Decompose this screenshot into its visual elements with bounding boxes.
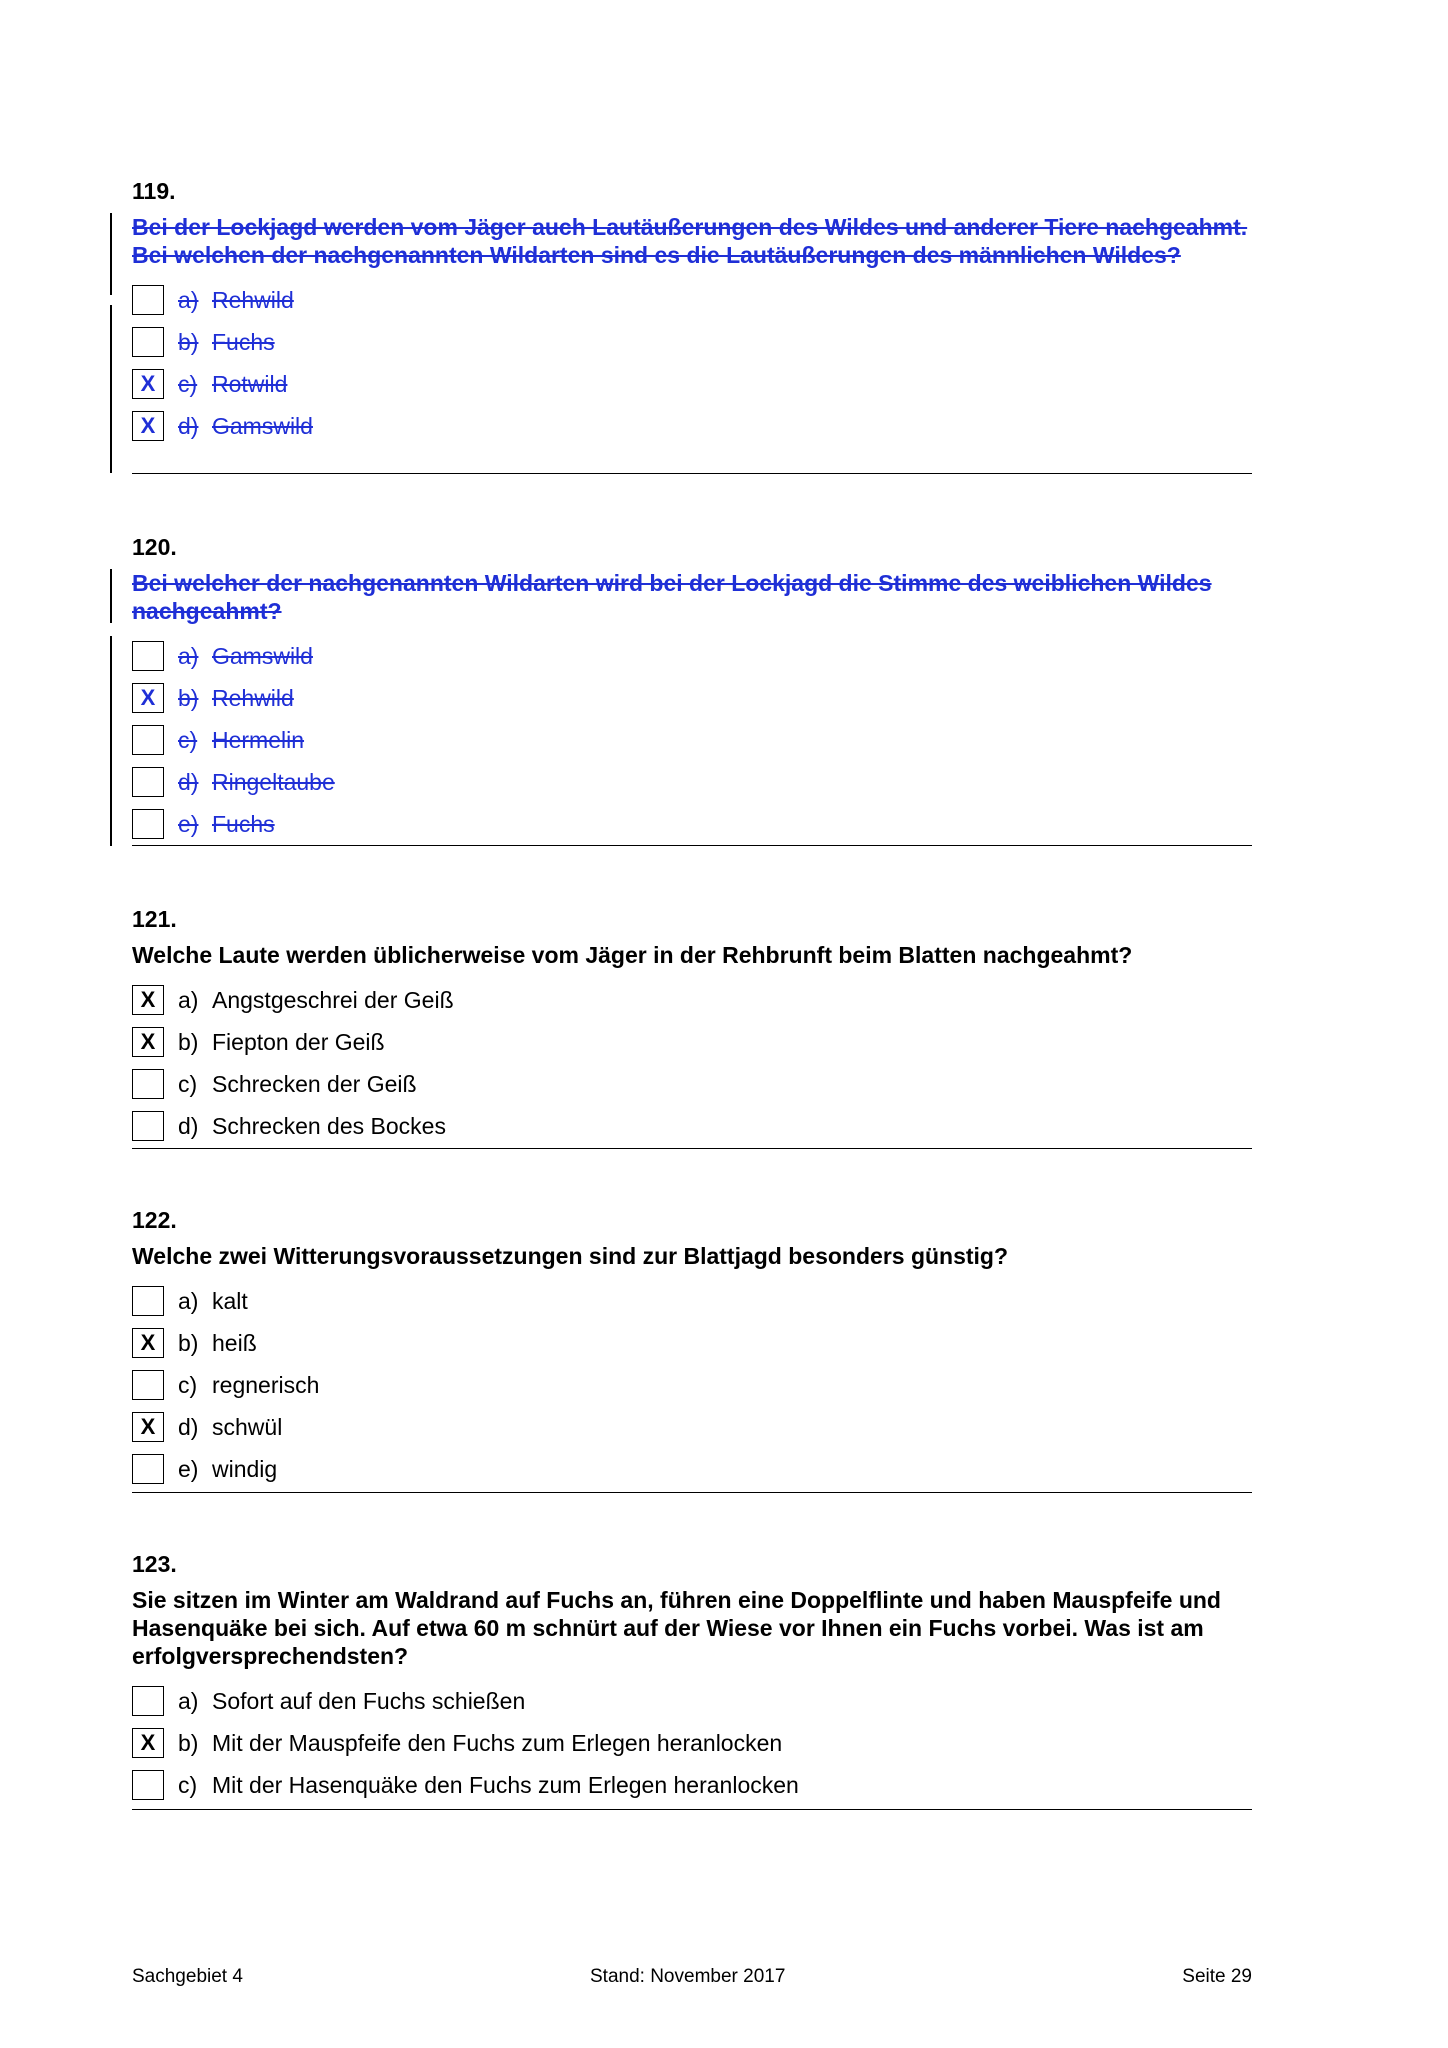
question-number: 120. — [132, 534, 177, 560]
answer-list — [132, 979, 1252, 1147]
answer-label: heiß — [212, 1329, 257, 1356]
answer-letter: b) — [178, 1729, 199, 1756]
answer-label: windig — [212, 1455, 278, 1482]
answer-checkbox[interactable] — [132, 285, 164, 315]
answer-letter: a) — [178, 986, 199, 1013]
answer-checkbox[interactable] — [132, 641, 164, 671]
answer-letter: c) — [178, 370, 198, 397]
answer-letter: b) — [178, 1329, 199, 1356]
answer-letter: d) — [178, 1413, 199, 1440]
answer-option — [132, 1364, 1252, 1406]
answer-option — [132, 1021, 1252, 1063]
answer-letter: a) — [178, 286, 199, 313]
answer-label: Gamswild — [212, 642, 313, 669]
answer-checkbox[interactable] — [132, 1370, 164, 1400]
answer-letter: b) — [178, 328, 199, 355]
answer-label: Ringeltaube — [212, 768, 335, 795]
answer-label: Mit der Hasenquäke den Fuchs zum Erlegen heranlocken — [212, 1771, 799, 1798]
answer-option — [132, 1722, 1252, 1764]
answer-letter: e) — [178, 1455, 199, 1482]
answer-checkbox[interactable] — [132, 1454, 164, 1484]
question-number: 122. — [132, 1207, 177, 1233]
answer-checkbox[interactable]: X — [132, 985, 164, 1015]
answer-option — [132, 1406, 1252, 1448]
question-text: Welche Laute werden üblicherweise vom Jäger in der Rehbrunft beim Blatten nachgeahmt? — [132, 942, 1133, 968]
question-text: Sie sitzen im Winter am Waldrand auf Fuchs an, führen eine Doppelflinte und haben Mauspfeife und Hasenquäke bei sich. Auf etwa 60 m schnürt auf der Wiese vor Ihnen ein Fuchs vorbei. Was ist am erfolgversprechendsten? — [132, 1587, 1221, 1669]
answer-list — [132, 1280, 1252, 1490]
question-divider — [132, 1809, 1252, 1810]
answer-option — [132, 635, 1252, 677]
answer-letter: c) — [178, 1070, 198, 1097]
answer-checkbox[interactable] — [132, 327, 164, 357]
answer-checkbox[interactable]: X — [132, 1328, 164, 1358]
answer-letter: a) — [178, 1687, 199, 1714]
answer-checkbox[interactable] — [132, 725, 164, 755]
answer-option — [132, 363, 1252, 405]
change-bar — [110, 213, 112, 295]
question-divider — [132, 1148, 1252, 1149]
answer-letter: a) — [178, 642, 199, 669]
answer-option — [132, 1063, 1252, 1105]
answer-option — [132, 979, 1252, 1021]
answer-label: Rotwild — [212, 370, 288, 397]
answer-option — [132, 1105, 1252, 1147]
answer-option — [132, 719, 1252, 761]
answer-option — [132, 761, 1252, 803]
answer-letter: c) — [178, 1371, 198, 1398]
answer-label: kalt — [212, 1287, 248, 1314]
answer-label: Gamswild — [212, 412, 313, 439]
question-divider — [132, 473, 1252, 474]
answer-option — [132, 1680, 1252, 1722]
question-divider — [132, 1492, 1252, 1493]
answer-checkbox[interactable] — [132, 1686, 164, 1716]
question-120 — [132, 533, 1252, 845]
answer-checkbox[interactable] — [132, 809, 164, 839]
answer-checkbox[interactable]: X — [132, 1412, 164, 1442]
answer-option — [132, 1280, 1252, 1322]
answer-label: Fiepton der Geiß — [212, 1028, 385, 1055]
answer-label: Fuchs — [212, 810, 275, 837]
question-divider — [132, 845, 1252, 846]
change-bar — [110, 636, 112, 846]
question-122 — [132, 1206, 1252, 1490]
question-123 — [132, 1550, 1252, 1806]
answer-list — [132, 279, 1252, 447]
answer-letter: c) — [178, 726, 198, 753]
answer-checkbox[interactable] — [132, 767, 164, 797]
footer-center: Stand: November 2017 — [590, 1966, 786, 1987]
answer-checkbox[interactable]: X — [132, 369, 164, 399]
question-number: 121. — [132, 906, 177, 932]
answer-letter: d) — [178, 768, 199, 795]
answer-checkbox[interactable]: X — [132, 1027, 164, 1057]
answer-label: Fuchs — [212, 328, 275, 355]
answer-option — [132, 279, 1252, 321]
footer-left: Sachgebiet 4 — [132, 1966, 243, 1987]
answer-label: regnerisch — [212, 1371, 320, 1398]
answer-checkbox[interactable] — [132, 1111, 164, 1141]
question-text: Bei der Lockjagd werden vom Jäger auch Lautäußerungen des Wildes und anderer Tiere nachgeahmt. Bei welchen der nachgenannten Wildarten sind es die Lautäußerungen des männlichen Wildes? — [132, 214, 1248, 268]
answer-label: Sofort auf den Fuchs schießen — [212, 1687, 526, 1714]
question-number: 123. — [132, 1551, 177, 1577]
answer-label: Mit der Mauspfeife den Fuchs zum Erlegen heranlocken — [212, 1729, 783, 1756]
answer-option — [132, 803, 1252, 845]
answer-label: Rehwild — [212, 286, 294, 313]
answer-letter: d) — [178, 1112, 199, 1139]
answer-label: schwül — [212, 1413, 283, 1440]
answer-checkbox[interactable] — [132, 1770, 164, 1800]
question-119 — [132, 177, 1252, 447]
answer-checkbox[interactable]: X — [132, 1728, 164, 1758]
answer-list — [132, 1680, 1252, 1806]
answer-label: Schrecken des Bockes — [212, 1112, 446, 1139]
footer-right: Seite 29 — [1182, 1966, 1252, 1987]
change-bar — [110, 569, 112, 623]
answer-letter: e) — [178, 810, 199, 837]
question-number: 119. — [132, 178, 176, 204]
answer-letter: b) — [178, 684, 199, 711]
answer-label: Hermelin — [212, 726, 305, 753]
answer-label: Rehwild — [212, 684, 294, 711]
answer-letter: a) — [178, 1287, 199, 1314]
answer-label: Schrecken der Geiß — [212, 1070, 417, 1097]
change-bar — [110, 305, 112, 473]
answer-checkbox[interactable]: X — [132, 683, 164, 713]
answer-letter: b) — [178, 1028, 199, 1055]
answer-letter: d) — [178, 412, 199, 439]
answer-checkbox[interactable] — [132, 1286, 164, 1316]
question-text: Bei welcher der nachgenannten Wildarten wird bei der Lockjagd die Stimme des weiblichen Wildes nachgeahmt? — [132, 570, 1212, 624]
answer-letter: c) — [178, 1771, 198, 1798]
answer-option — [132, 1322, 1252, 1364]
answer-checkbox[interactable]: X — [132, 411, 164, 441]
answer-list — [132, 635, 1252, 845]
question-text: Welche zwei Witterungsvoraussetzungen sind zur Blattjagd besonders günstig? — [132, 1243, 1009, 1269]
answer-option — [132, 1764, 1252, 1806]
answer-label: Angstgeschrei der Geiß — [212, 986, 454, 1013]
question-121 — [132, 905, 1252, 1147]
answer-option — [132, 677, 1252, 719]
answer-checkbox[interactable] — [132, 1069, 164, 1099]
answer-option — [132, 1448, 1252, 1490]
answer-option — [132, 405, 1252, 447]
answer-option — [132, 321, 1252, 363]
